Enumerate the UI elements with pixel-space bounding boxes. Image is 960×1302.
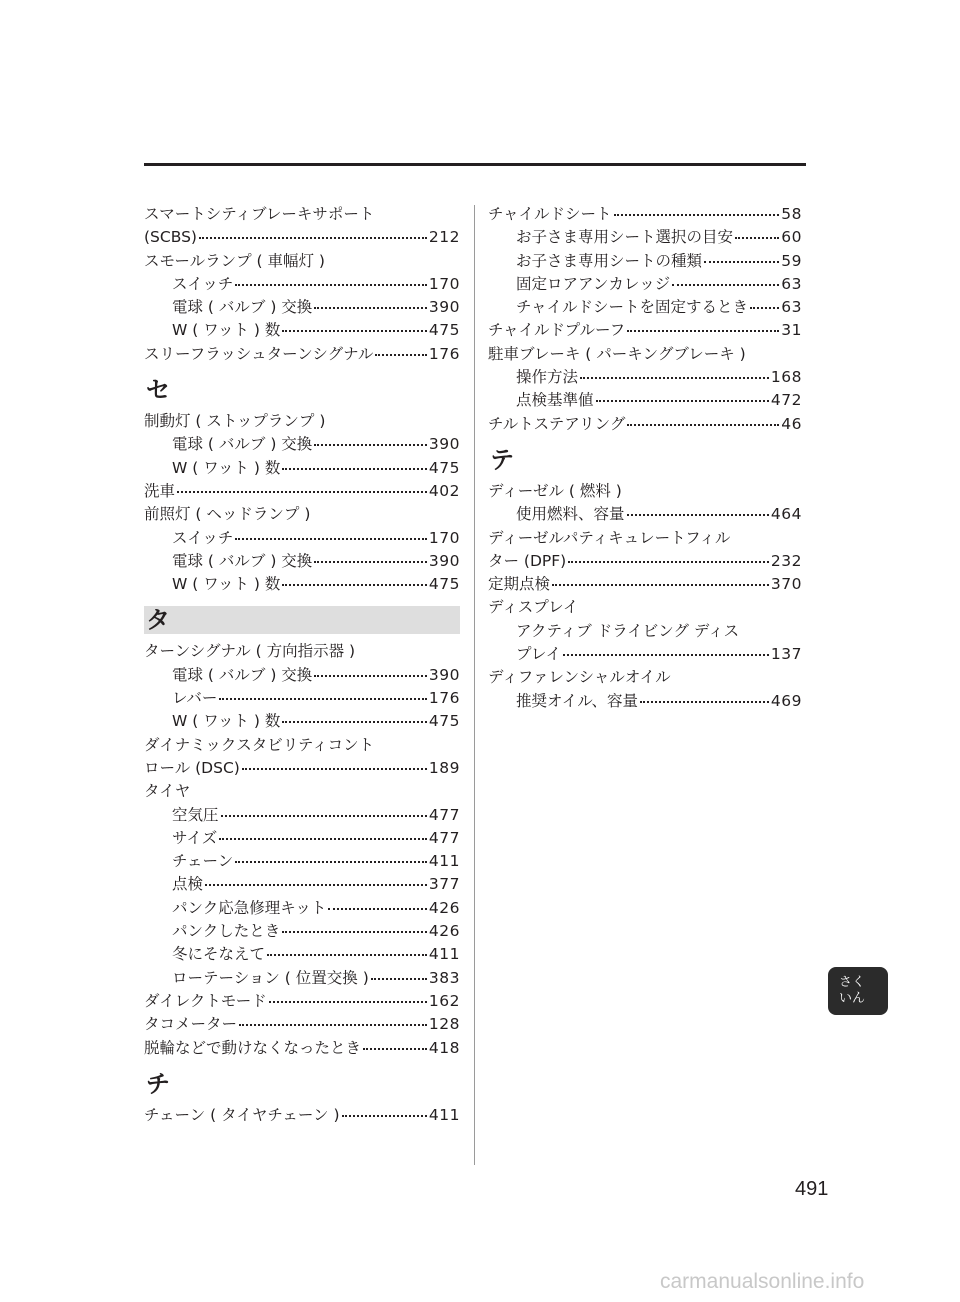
dot-leader (640, 700, 769, 703)
index-entry[interactable] (144, 664, 460, 687)
index-entry (144, 780, 460, 803)
index-entry[interactable] (144, 967, 460, 990)
dot-leader (363, 1047, 427, 1050)
entry-page-number[interactable]: 46 (781, 414, 802, 433)
index-entry[interactable] (488, 503, 802, 526)
entry-term: 電球 ( バルブ ) 交換 (172, 435, 313, 454)
entry-page-number[interactable]: 390 (428, 665, 460, 684)
index-entry[interactable] (144, 850, 460, 873)
index-entry[interactable] (144, 433, 460, 456)
entry-term: パンクしたとき (172, 922, 281, 941)
index-entry[interactable] (488, 273, 802, 296)
index-entry[interactable] (144, 897, 460, 920)
index-entry[interactable] (144, 710, 460, 733)
index-entry (488, 527, 802, 550)
index-entry[interactable] (144, 273, 460, 296)
entry-term: ディスプレイ (488, 598, 579, 617)
entry-term: サイズ (172, 828, 218, 847)
dot-leader (627, 423, 779, 426)
entry-page-number[interactable]: 176 (428, 344, 460, 363)
entry-term: ディファレンシャルオイル (488, 668, 671, 687)
entry-page-number[interactable]: 411 (428, 945, 460, 964)
entry-term: (SCBS) (144, 228, 197, 247)
top-rule (144, 163, 806, 166)
entry-term: ダイレクトモード (144, 991, 267, 1010)
index-entry[interactable] (144, 1013, 460, 1036)
dot-leader (568, 560, 769, 563)
index-entry[interactable] (488, 413, 802, 436)
dot-leader (614, 213, 780, 216)
dot-leader (235, 283, 427, 286)
dot-leader (219, 837, 427, 840)
entry-term: スモールランプ ( 車幅灯 ) (144, 251, 325, 270)
entry-page-number[interactable]: 137 (770, 645, 802, 664)
entry-term: ダイナミックスタビリティコント (144, 735, 375, 754)
entry-page-number[interactable]: 411 (428, 1105, 460, 1124)
dot-leader (199, 236, 427, 239)
dot-leader (205, 883, 427, 886)
entry-term: 操作方法 (516, 368, 579, 387)
entry-page-number[interactable]: 390 (428, 435, 460, 454)
section-heading: テ (490, 445, 514, 474)
index-entry[interactable] (488, 296, 802, 319)
index-entry[interactable] (144, 804, 460, 827)
entry-page-number[interactable]: 402 (428, 481, 460, 500)
entry-page-number[interactable]: 426 (428, 922, 460, 941)
entry-page-number[interactable]: 176 (428, 689, 460, 708)
index-entry (144, 410, 460, 433)
dot-leader (242, 767, 427, 770)
entry-term: チャイルドシートを固定するとき (516, 298, 749, 317)
entry-page-number[interactable]: 475 (428, 321, 460, 340)
section-heading: チ (146, 1069, 170, 1098)
index-entry[interactable] (488, 366, 802, 389)
entry-term: 点検基準値 (516, 391, 594, 410)
index-entry[interactable] (144, 480, 460, 503)
entry-page-number[interactable]: 472 (770, 391, 802, 410)
dot-leader (735, 236, 779, 239)
entry-page-number[interactable]: 377 (428, 875, 460, 894)
entry-page-number[interactable]: 170 (428, 274, 460, 293)
dot-leader (219, 697, 426, 700)
index-entry[interactable] (144, 990, 460, 1013)
index-entry (488, 620, 802, 643)
dot-leader (704, 260, 779, 263)
dot-leader (314, 443, 427, 446)
index-entry[interactable] (144, 827, 460, 850)
index-entry (488, 480, 802, 503)
index-entry[interactable] (144, 457, 460, 480)
index-entry[interactable] (144, 573, 460, 596)
entry-page-number[interactable]: 464 (770, 505, 802, 524)
entry-term: W ( ワット ) 数 (172, 712, 281, 731)
entry-page-number[interactable]: 418 (428, 1038, 460, 1057)
index-entry[interactable] (488, 573, 802, 596)
entry-page-number[interactable]: 370 (770, 575, 802, 594)
index-entry[interactable] (144, 527, 460, 550)
index-entry[interactable] (144, 757, 460, 780)
entry-term: 点検 (172, 875, 204, 894)
entry-term: チェーン ( タイヤチェーン ) (144, 1105, 340, 1124)
dot-leader (627, 513, 769, 516)
entry-page-number[interactable]: 59 (781, 251, 802, 270)
index-entry (488, 666, 802, 689)
entry-term: チャイルドプルーフ (488, 321, 626, 340)
watermark: carmanualsonline.info (660, 1270, 865, 1293)
index-entry[interactable] (488, 389, 802, 412)
index-entry[interactable] (144, 343, 460, 366)
entry-term: 電球 ( バルブ ) 交換 (172, 551, 313, 570)
index-entry (144, 734, 460, 757)
dot-leader (627, 329, 779, 332)
index-entry (144, 203, 460, 226)
dot-leader (282, 720, 427, 723)
index-entry[interactable] (144, 1037, 460, 1060)
entry-page-number[interactable]: 212 (428, 228, 460, 247)
dot-leader (235, 537, 427, 540)
entry-term: ターンシグナル ( 方向指示器 ) (144, 642, 356, 661)
entry-page-number[interactable]: 390 (428, 298, 460, 317)
entry-term: お子さま専用シート選択の目安 (516, 228, 734, 247)
index-tab-line-1: さく (839, 975, 866, 990)
index-tab-line-2: いん (839, 991, 866, 1006)
entry-term: チェーン (172, 852, 234, 871)
index-entry[interactable] (144, 920, 460, 943)
entry-page-number[interactable]: 31 (781, 321, 802, 340)
dot-leader (282, 930, 427, 933)
entry-page-number[interactable]: 168 (770, 368, 802, 387)
dot-leader (314, 674, 427, 677)
entry-term: 電球 ( バルブ ) 交換 (172, 665, 313, 684)
entry-page-number[interactable]: 477 (428, 805, 460, 824)
entry-term: スマートシティブレーキサポート (144, 205, 375, 223)
entry-page-number[interactable]: 390 (428, 551, 460, 570)
entry-term: W ( ワット ) 数 (172, 321, 281, 340)
entry-term: W ( ワット ) 数 (172, 458, 281, 477)
entry-page-number[interactable]: 128 (428, 1015, 460, 1034)
entry-term: 制動灯 ( ストップランプ ) (144, 412, 326, 431)
entry-page-number[interactable]: 477 (428, 828, 460, 847)
index-entry[interactable] (488, 319, 802, 342)
entry-page-number[interactable]: 63 (781, 274, 802, 293)
entry-term: アクティブ ドライビング ディス (516, 621, 740, 640)
index-column-left (144, 203, 460, 1127)
dot-leader (596, 399, 769, 402)
entry-term: タコメーター (144, 1015, 238, 1034)
index-entry (144, 503, 460, 526)
index-entry[interactable] (488, 550, 802, 573)
index-entry[interactable] (144, 550, 460, 573)
index-entry[interactable] (488, 226, 802, 249)
dot-leader (282, 583, 427, 586)
entry-term: スイッチ (172, 274, 234, 293)
dot-leader (314, 560, 427, 563)
entry-term: チルトステアリング (488, 414, 626, 433)
entry-term: ローテーション ( 位置交換 ) (172, 968, 369, 987)
index-entry (144, 250, 460, 273)
entry-term: 使用燃料、容量 (516, 505, 625, 524)
dot-leader (552, 583, 769, 586)
entry-term: 電球 ( バルブ ) 交換 (172, 298, 313, 317)
dot-leader (314, 306, 427, 309)
entry-term: ロール (DSC) (144, 758, 240, 777)
entry-term: 脱輪などで動けなくなったとき (144, 1038, 362, 1057)
entry-term: スイッチ (172, 528, 234, 547)
index-entry[interactable] (488, 203, 802, 226)
index-entry[interactable] (144, 687, 460, 710)
entry-term: パンク応急修理キット (172, 898, 327, 917)
dot-leader (375, 353, 427, 356)
dot-leader (269, 1000, 427, 1003)
entry-term: プレイ (516, 645, 562, 664)
entry-page-number[interactable]: 63 (781, 298, 802, 317)
entry-page-number[interactable]: 411 (428, 852, 460, 871)
entry-page-number[interactable]: 170 (428, 528, 460, 547)
dot-leader (239, 1023, 427, 1026)
column-divider (474, 205, 475, 1165)
index-entry (144, 640, 460, 663)
index-entry[interactable] (144, 226, 460, 249)
entry-term: ディーゼルパティキュレートフィル (488, 528, 731, 547)
entry-page-number[interactable]: 475 (428, 458, 460, 477)
entry-page-number[interactable]: 58 (781, 205, 802, 223)
entry-term: レバー (172, 689, 218, 708)
dot-leader (371, 977, 427, 980)
dot-leader (750, 306, 779, 309)
entry-term: 空気圧 (172, 805, 219, 824)
entry-term: 推奨オイル、容量 (516, 691, 638, 710)
dot-leader (267, 953, 427, 956)
dot-leader (563, 653, 769, 656)
entry-page-number[interactable]: 232 (770, 551, 802, 570)
section-heading: タ (144, 606, 460, 634)
index-entry (488, 343, 802, 366)
index-entry (488, 596, 802, 619)
dot-leader (235, 860, 427, 863)
entry-term: 固定ロアアンカレッジ (516, 274, 671, 293)
entry-term: ディーゼル ( 燃料 ) (488, 481, 622, 500)
entry-term: お子さま専用シートの種類 (516, 251, 703, 270)
entry-term: ター (DPF) (488, 551, 567, 570)
entry-page-number[interactable]: 475 (428, 575, 460, 594)
entry-term: 冬にそなえて (172, 945, 266, 964)
dot-leader (282, 467, 427, 470)
entry-page-number[interactable]: 189 (428, 758, 460, 777)
entry-page-number[interactable]: 383 (428, 968, 460, 987)
entry-page-number[interactable]: 469 (770, 691, 802, 710)
entry-term: 駐車ブレーキ ( パーキングブレーキ ) (488, 344, 746, 363)
entry-term: W ( ワット ) 数 (172, 575, 281, 594)
entry-term: スリーフラッシュターンシグナル (144, 344, 374, 363)
entry-page-number[interactable]: 475 (428, 712, 460, 731)
entry-page-number[interactable]: 162 (428, 991, 460, 1010)
index-entry[interactable] (488, 643, 802, 666)
index-entry[interactable] (488, 690, 802, 713)
dot-leader (177, 490, 427, 493)
dot-leader (221, 814, 427, 817)
index-entry[interactable] (488, 250, 802, 273)
dot-leader (342, 1114, 427, 1117)
index-entry[interactable] (144, 943, 460, 966)
entry-term: 洗車 (144, 481, 176, 500)
index-entry[interactable] (144, 1104, 460, 1127)
dot-leader (282, 329, 427, 332)
entry-term: 前照灯 ( ヘッドランプ ) (144, 505, 311, 524)
entry-term: チャイルドシート (488, 205, 612, 223)
dot-leader (672, 283, 779, 286)
index-entry[interactable] (144, 296, 460, 319)
dot-leader (580, 376, 769, 379)
page-number: 491 (795, 1178, 829, 1200)
index-tab[interactable] (828, 967, 888, 1015)
entry-term: タイヤ (144, 782, 191, 801)
index-entry[interactable] (144, 873, 460, 896)
dot-leader (328, 907, 427, 910)
entry-page-number[interactable]: 426 (428, 898, 460, 917)
section-heading: セ (146, 376, 170, 405)
entry-page-number[interactable]: 60 (781, 228, 802, 247)
index-column-right (488, 203, 802, 713)
index-entry[interactable] (144, 319, 460, 342)
entry-term: 定期点検 (488, 575, 551, 594)
